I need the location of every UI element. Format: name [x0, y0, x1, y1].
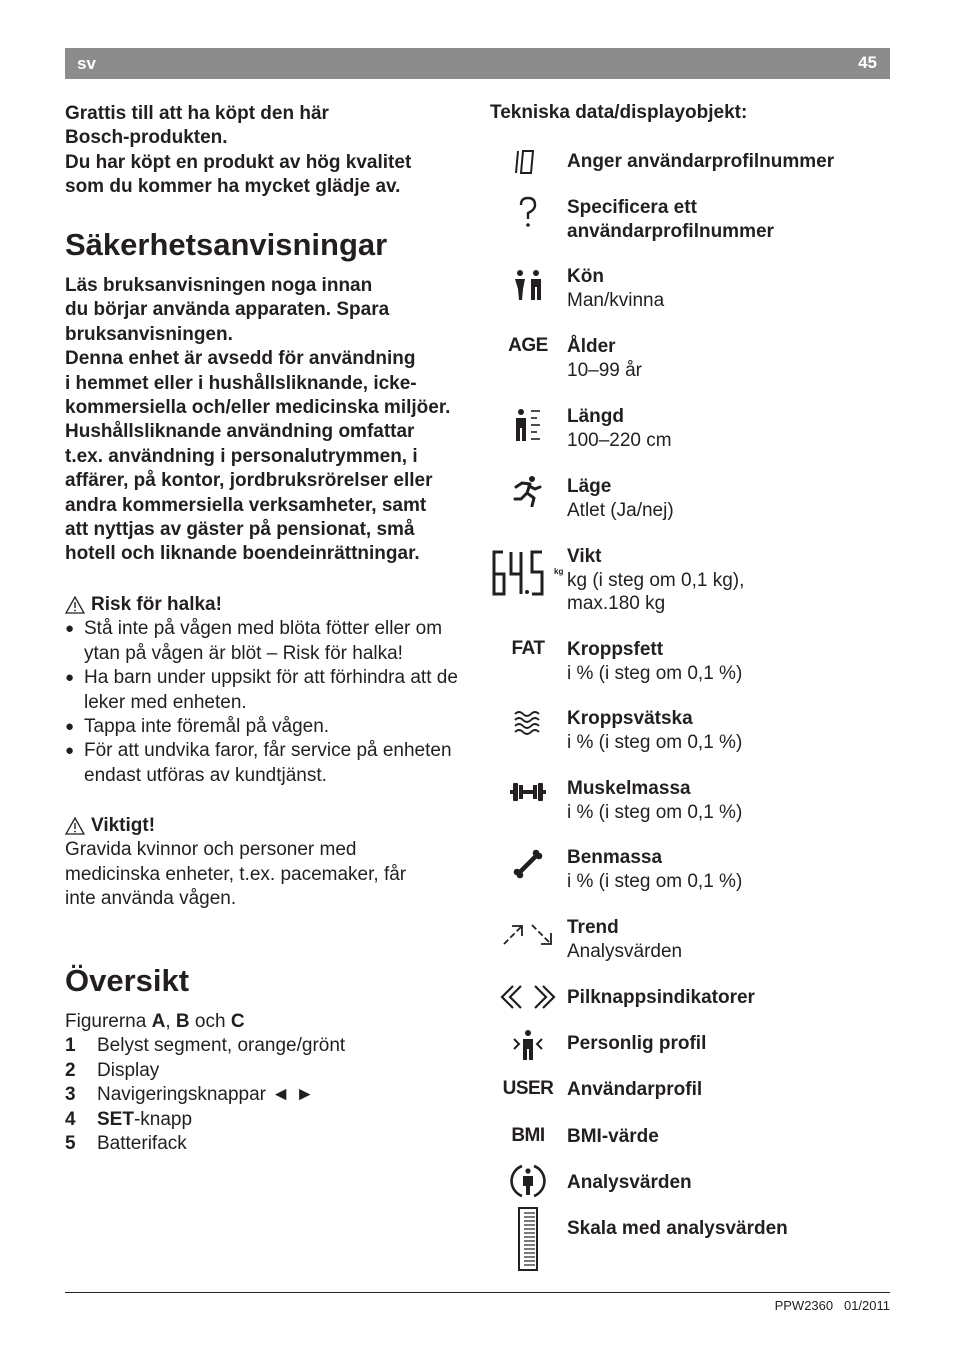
display-object-row — [490, 707, 890, 767]
user-icon-text: USER — [502, 1078, 554, 1099]
item-text: -knapp — [133, 1108, 193, 1130]
dumbbell-icon — [490, 780, 566, 804]
item-label: Kroppsvätska — [567, 708, 693, 729]
item-number: 2 — [65, 1059, 76, 1081]
item-label: Kön — [567, 266, 604, 287]
item-label: Anger användarprofilnummer — [567, 151, 835, 172]
list-item — [65, 1132, 470, 1156]
list-item — [65, 1108, 470, 1132]
footer — [775, 1298, 890, 1313]
item-label: Vikt — [567, 546, 602, 567]
bmi-icon — [490, 1125, 566, 1147]
intro-line: Du har köpt en produkt av hög kvalitet — [65, 151, 412, 173]
slip-warning — [65, 593, 470, 788]
item-desc: Atlet (Ja/nej) — [567, 499, 674, 521]
item-label: Muskelmassa — [567, 778, 691, 799]
scale-bar-icon — [490, 1207, 566, 1271]
edition-date: 01/2011 — [843, 1298, 890, 1313]
trend-arrows-icon — [490, 920, 566, 948]
safety-line: andra kommersiella verksamheter, samt — [65, 494, 427, 516]
item-desc: kg (i steg om 0,1 kg), — [567, 569, 745, 591]
display-object-row — [490, 545, 890, 620]
item-label: Läge — [567, 476, 612, 497]
intro-text — [65, 102, 470, 200]
fig-sep: , — [165, 1011, 176, 1032]
safety-line: Hushållsliknande användning omfattar — [65, 421, 415, 443]
item-desc: Analysvärden — [567, 940, 683, 962]
fat-icon-text: FAT — [511, 638, 545, 659]
height-icon — [490, 408, 566, 442]
fig-c: C — [230, 1011, 245, 1032]
double-chevrons-icon — [490, 984, 566, 1010]
item-label: Pilknappsindikatorer — [567, 987, 755, 1008]
age-icon-text: AGE — [508, 335, 548, 356]
user-icon — [490, 1078, 566, 1100]
item-label: Benmassa — [567, 847, 663, 868]
important-title — [65, 814, 470, 838]
list-item: ● Ha barn under uppsikt för att förhindra att de leker med enheten. — [65, 666, 470, 715]
safety-line: Denna enhet är avsedd för användning — [65, 348, 416, 370]
item-label: Ålder — [567, 336, 616, 357]
item-desc: Man/kvinna — [567, 289, 665, 311]
fig-prefix: Figurerna — [65, 1011, 152, 1032]
item-label: Längd — [567, 406, 624, 427]
fig-b: B — [175, 1011, 190, 1032]
item-label: Specificera ett — [567, 197, 697, 218]
list-item: ● Stå inte på vågen med blöta fötter eller om ytan på vågen är blöt – Risk för halka! — [65, 617, 470, 666]
intro-line: som du kommer ha mycket glädje av. — [65, 176, 401, 198]
water-waves-icon — [490, 709, 566, 735]
model-number: PPW2360 — [774, 1298, 834, 1313]
warning-triangle-icon — [65, 596, 85, 614]
intro-line: Grattis till att ha köpt den här — [65, 103, 329, 124]
item-label: Skala med analysvärden — [567, 1218, 788, 1239]
display-object-row — [490, 335, 890, 395]
fig-sep: och — [189, 1011, 231, 1032]
item-desc: i % (i steg om 0,1 %) — [567, 731, 743, 753]
safety-line: du börjar använda apparaten. Spara — [65, 299, 390, 321]
safety-line: affärer, på kontor, jordbruksrörelser eller — [65, 470, 433, 492]
figures-line — [65, 1010, 470, 1034]
item-label: Analysvärden — [567, 1172, 692, 1193]
athlete-runner-icon — [490, 475, 566, 507]
list-item — [65, 1059, 470, 1083]
safety-line: t.ex. användning i personalutrymmen, i — [65, 445, 418, 467]
personal-profile-icon — [490, 1029, 566, 1061]
item-desc: 10–99 år — [567, 359, 643, 381]
safety-heading: Säkerhetsanvisningar — [65, 227, 388, 262]
item-desc: i % (i steg om 0,1 %) — [567, 870, 743, 892]
display-object-row — [490, 846, 890, 906]
display-object-row — [490, 196, 890, 256]
item-text: Display — [97, 1059, 160, 1081]
weight-unit: kg — [554, 567, 564, 576]
display-objects-title: Tekniska data/displayobjekt: — [490, 102, 748, 123]
item-desc: i % (i steg om 0,1 %) — [567, 801, 743, 823]
display-object-row — [490, 638, 890, 698]
list-item: ● Tappa inte föremål på vågen. — [65, 715, 470, 739]
safety-line: bruksanvisningen. — [65, 323, 233, 345]
item-number: 5 — [65, 1133, 76, 1155]
header-bar — [65, 48, 890, 79]
fat-icon — [490, 638, 566, 660]
item-text: Batterifack — [97, 1133, 187, 1155]
weight-display-icon — [490, 547, 566, 599]
item-number: 1 — [65, 1035, 76, 1057]
intro-line: Bosch-produkten. — [65, 127, 228, 149]
info-circle-icon — [490, 1163, 566, 1199]
important-line: Gravida kvinnor och personer med — [65, 839, 357, 861]
safety-line: Läs bruksanvisningen noga innan — [65, 275, 373, 296]
item-label-2: användarprofilnummer — [567, 220, 774, 242]
item-label: BMI-värde — [567, 1126, 659, 1147]
safety-line: i hemmet eller i hushållsliknande, icke- — [65, 372, 417, 394]
display-object-row — [490, 777, 890, 837]
display-object-row — [490, 916, 890, 976]
question-mark-icon — [490, 196, 566, 230]
fig-a: A — [151, 1011, 166, 1032]
bmi-icon-text: BMI — [511, 1125, 545, 1146]
item-label: Personlig profil — [567, 1033, 707, 1054]
gender-icon — [490, 269, 566, 301]
important-line: inte använda vågen. — [65, 888, 237, 910]
item-desc-2: max.180 kg — [567, 593, 666, 614]
item-bold: SET — [97, 1108, 134, 1130]
item-label: Kroppsfett — [567, 639, 664, 660]
item-desc: 100–220 cm — [567, 429, 672, 451]
safety-line: att nyttjas av gäster på pensionat, små — [65, 519, 415, 541]
age-icon — [490, 335, 566, 357]
display-object-row — [490, 1217, 890, 1277]
display-object-row — [490, 265, 890, 325]
overview-heading: Översikt — [65, 963, 190, 998]
safety-line: hotell och liknande boendeinrättningar. — [65, 543, 420, 565]
safety-text — [65, 274, 470, 567]
item-number: 4 — [65, 1108, 76, 1130]
item-label: Trend — [567, 917, 619, 938]
list-item — [65, 1083, 470, 1107]
item-text: Belyst segment, orange/grönt — [97, 1035, 346, 1057]
important-warning — [65, 814, 470, 912]
display-object-row — [490, 405, 890, 465]
page-number: 45 — [858, 53, 877, 72]
display-object-row — [490, 475, 890, 535]
item-label: Användarprofil — [567, 1079, 703, 1100]
footer-divider — [65, 1292, 890, 1293]
list-item — [65, 1034, 470, 1058]
warning-triangle-icon — [65, 817, 85, 835]
important-title-text: Viktigt! — [91, 815, 156, 836]
slip-warning-title — [65, 593, 470, 617]
important-line: medicinska enheter, t.ex. pacemaker, får — [65, 863, 407, 885]
overview-list — [65, 1010, 470, 1156]
safety-line: kommersiella och/eller medicinska miljöer. — [65, 397, 451, 419]
language-code: sv — [77, 54, 96, 73]
slip-title-text: Risk för halka! — [91, 594, 222, 615]
list-item: ● För att undvika faror, får service på enheten endast utföras av kundtjänst. — [65, 739, 470, 788]
item-number: 3 — [65, 1084, 76, 1106]
profile-number-display-icon — [490, 148, 566, 176]
item-text: Navigeringsknappar ◄ ► — [97, 1084, 315, 1106]
bone-icon — [490, 848, 566, 880]
item-desc: i % (i steg om 0,1 %) — [567, 662, 743, 684]
